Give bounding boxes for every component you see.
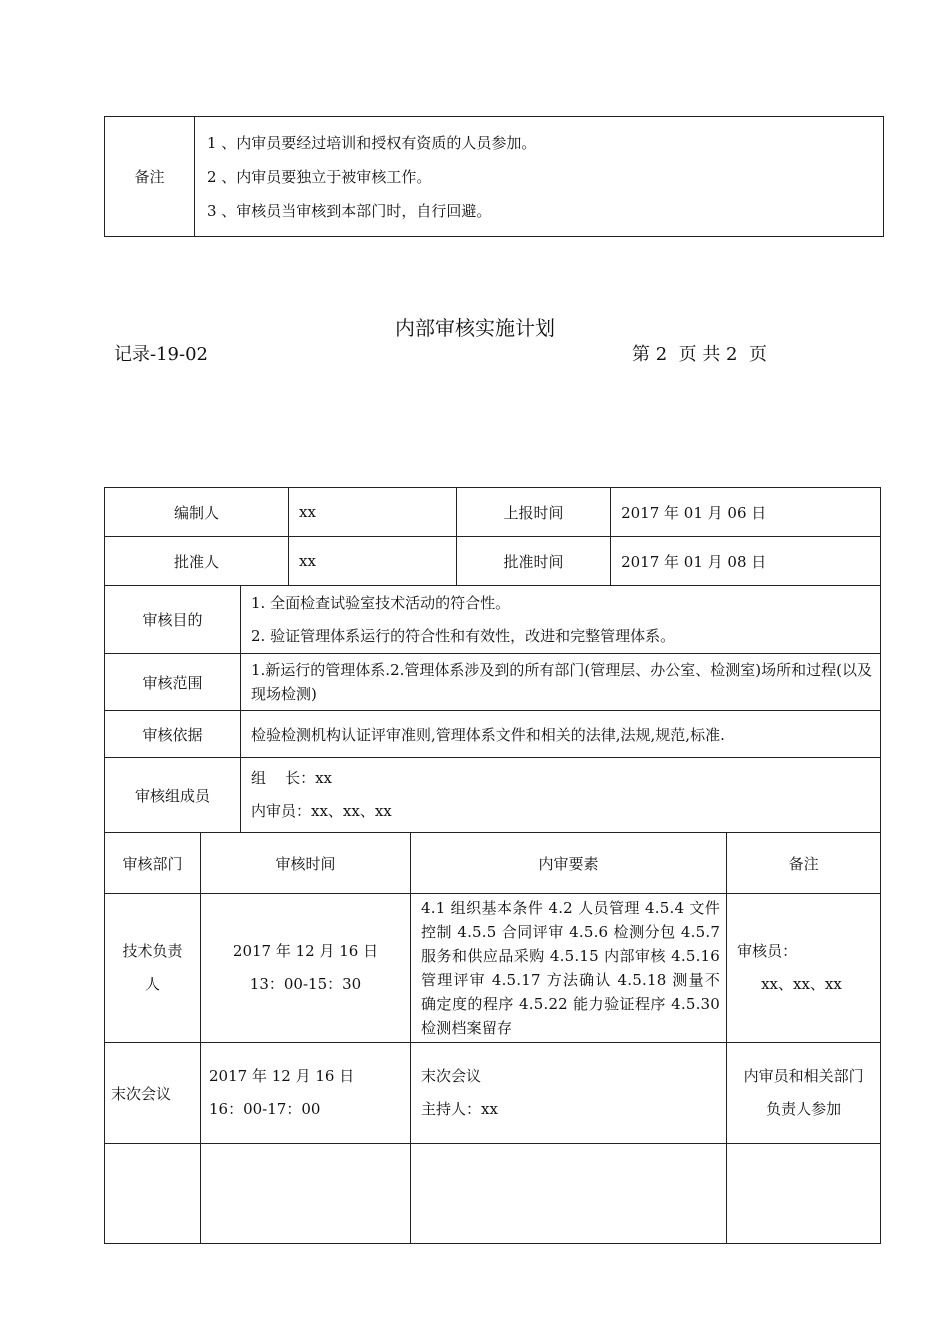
empty-cell xyxy=(105,1144,201,1244)
remarks-item: 1 、内审员要经过培训和授权有资质的人员参加。 xyxy=(207,133,537,152)
purpose-item: 1. 全面检查试验室技术活动的符合性。 xyxy=(251,593,511,612)
schedule-header-row xyxy=(105,833,881,894)
dept-line: 人 xyxy=(144,975,160,993)
approve-time-label: 批准时间 xyxy=(457,537,611,586)
time-line: 2017 年 12 月 16 日 xyxy=(209,1067,355,1085)
empty-cell xyxy=(727,1144,881,1244)
time-line: 16：00-17：00 xyxy=(209,1100,321,1118)
schedule-row xyxy=(105,894,881,1043)
preparer-value: xx xyxy=(289,488,457,537)
team-content xyxy=(241,758,881,833)
audit-plan-table xyxy=(104,487,881,1244)
purpose-item: 2. 验证管理体系运行的符合性和有效性，改进和完整管理体系。 xyxy=(251,626,676,645)
purpose-row xyxy=(105,586,881,654)
info-row-preparer xyxy=(105,488,881,537)
row-dept: 末次会议 xyxy=(105,1043,201,1144)
page-info: 第 2 页 共 2 页 xyxy=(632,344,767,365)
basis-text: 检验检测机构认证评审准则,管理体系文件和相关的法律,法规,规范,标准. xyxy=(241,711,881,758)
preparer-label: 编制人 xyxy=(105,488,289,537)
purpose-label: 审核目的 xyxy=(105,586,241,654)
record-number: 记录-19-02 xyxy=(114,344,208,365)
elements-line: 末次会议 xyxy=(421,1067,482,1085)
time-line: 2017 年 12 月 16 日 xyxy=(232,942,379,960)
scope-row xyxy=(105,654,881,711)
empty-cell xyxy=(201,1144,411,1244)
remarks-item: 2 、内审员要独立于被审核工作。 xyxy=(207,167,432,186)
remarks-content xyxy=(195,117,884,237)
basis-row xyxy=(105,711,881,758)
elements-line: 主持人：xx xyxy=(421,1100,498,1118)
time-line: 13：00-15：30 xyxy=(249,975,362,993)
header-elements: 内审要素 xyxy=(411,833,727,894)
remarks-item: 3 、审核员当审核到本部门时，自行回避。 xyxy=(207,201,492,220)
header-remark: 备注 xyxy=(727,833,881,894)
dept-line: 技术负责 xyxy=(122,942,183,960)
info-row-approver xyxy=(105,537,881,586)
report-time-value: 2017 年 01 月 06 日 xyxy=(611,488,881,537)
remark-line: xx、xx、xx xyxy=(761,975,842,993)
schedule-row xyxy=(105,1043,881,1144)
remark-line: 内审员和相关部门 xyxy=(743,1067,864,1085)
report-time-label: 上报时间 xyxy=(457,488,611,537)
row-dept xyxy=(105,894,201,1043)
remarks-label: 备注 xyxy=(105,117,195,237)
row-time xyxy=(201,1043,411,1144)
remarks-table xyxy=(104,116,884,237)
team-auditors: 内审员：xx、xx、xx xyxy=(251,802,392,820)
remark-line: 审核员： xyxy=(737,942,798,960)
approve-time-value: 2017 年 01 月 08 日 xyxy=(611,537,881,586)
row-time xyxy=(201,894,411,1043)
empty-cell xyxy=(411,1144,727,1244)
basis-label: 审核依据 xyxy=(105,711,241,758)
header-time: 审核时间 xyxy=(201,833,411,894)
approver-value: xx xyxy=(289,537,457,586)
remark-line: 负责人参加 xyxy=(766,1100,842,1118)
row-elements: 4.1 组织基本条件 4.2 人员管理 4.5.4 文件控制 4.5.5 合同评审 4.5.6 检测分包 4.5.7 服务和供应品采购 4.5.15 内部审核 4.5.16 管理评审 4.5.17 方法确认 4.5.18 测量不确定度的程序 4.5.22 能力验证程序 4.5.30 检测档案留存 xyxy=(411,894,727,1043)
team-leader: 组 长：xx xyxy=(251,769,332,787)
purpose-content xyxy=(241,586,881,654)
team-row xyxy=(105,758,881,833)
row-remark xyxy=(727,894,881,1043)
approver-label: 批准人 xyxy=(105,537,289,586)
row-elements xyxy=(411,1043,727,1144)
document-title: 内部审核实施计划 xyxy=(395,316,555,340)
scope-label: 审核范围 xyxy=(105,654,241,711)
schedule-row-empty xyxy=(105,1144,881,1244)
team-label: 审核组成员 xyxy=(105,758,241,833)
scope-text: 1.新运行的管理体系.2.管理体系涉及到的所有部门(管理层、办公室、检测室)场所和过程(以及现场检测) xyxy=(241,654,881,711)
row-remark xyxy=(727,1043,881,1144)
header-dept: 审核部门 xyxy=(105,833,201,894)
